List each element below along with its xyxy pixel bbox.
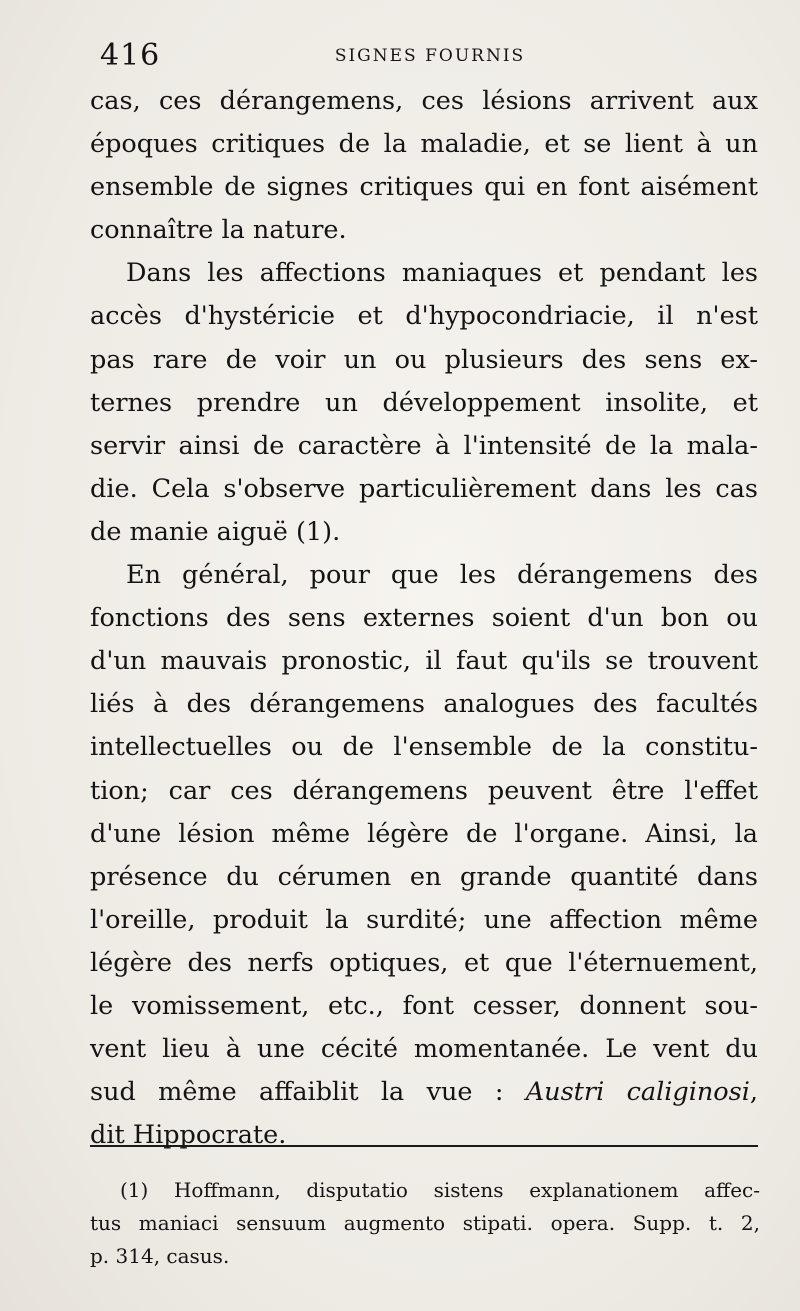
text-line: fonctions des sens externes soient d'un bon ou: [90, 603, 758, 634]
text-line: cas, ces dérangemens, ces lésions arrivent aux: [90, 86, 758, 116]
footnote-line: (1) Hoffmann, disputatio sistens explanationem affec-: [120, 1178, 760, 1202]
paragraph-start-line: Dans les affections maniaques et pendant les: [126, 258, 758, 289]
text-line: époques critiques de la maladie, et se lient à un: [90, 129, 758, 160]
paragraph-start-line: En général, pour que les dérangemens des: [126, 560, 758, 591]
text-line: pas rare de voir un ou plusieurs des sens ex-: [90, 344, 758, 375]
text-line: liés à des dérangemens analogues des facultés: [90, 689, 758, 720]
text-line: ensemble de signes critiques qui en font aisément: [90, 172, 758, 203]
footnote: [90, 1174, 760, 1273]
footnote-line: p. 314, casus.: [90, 1244, 230, 1268]
text-line-with-quotation: [90, 1071, 758, 1114]
text-line: l'oreille, produit la surdité; une affection même: [90, 904, 758, 935]
text-line: intellectuelles ou de l'ensemble de la constitu-: [90, 732, 758, 763]
text-line: connaître la nature.: [90, 215, 347, 246]
text-line: présence du cérumen en grande quantité dans: [90, 861, 758, 892]
footnote-rule: [90, 1145, 758, 1147]
text-line: vent lieu à une cécité momentanée. Le vent du: [90, 1034, 758, 1065]
text-line: le vomissement, etc., font cesser, donnent sou-: [90, 990, 758, 1021]
page-number: 416: [100, 38, 161, 73]
page-header: [0, 36, 800, 76]
text-line: servir ainsi de caractère à l'intensité de la mala-: [90, 430, 758, 461]
text-line: dit Hippocrate.: [90, 1120, 287, 1151]
text-line: tion; car ces dérangemens peuvent être l'effet: [90, 775, 758, 806]
text-line: d'un mauvais pronostic, il faut qu'ils se trouvent: [90, 646, 758, 677]
text-line: die. Cela s'observe particulièrement dans les cas: [90, 473, 758, 504]
running-head: SIGNES FOURNIS: [334, 46, 526, 66]
text-line: légère des nerfs optiques, et que l'éternuement,: [90, 947, 758, 978]
text-line: accès d'hystéricie et d'hypocondriacie, il n'est: [90, 301, 758, 332]
text-line: ternes prendre un développement insolite, et: [90, 387, 758, 418]
text-line: de manie aiguë (1).: [90, 516, 341, 547]
body-text: [90, 80, 758, 1157]
text-fragment: sud même affaiblit la vue :: [90, 1077, 526, 1108]
text-fragment: ,: [749, 1077, 758, 1108]
latin-quotation: Austri caliginosi: [525, 1077, 750, 1108]
text-line: d'une lésion même légère de l'organe. Ainsi, la: [90, 818, 758, 849]
footnote-line: tus maniaci sensuum augmento stipati. opera. Supp. t. 2,: [90, 1211, 760, 1235]
